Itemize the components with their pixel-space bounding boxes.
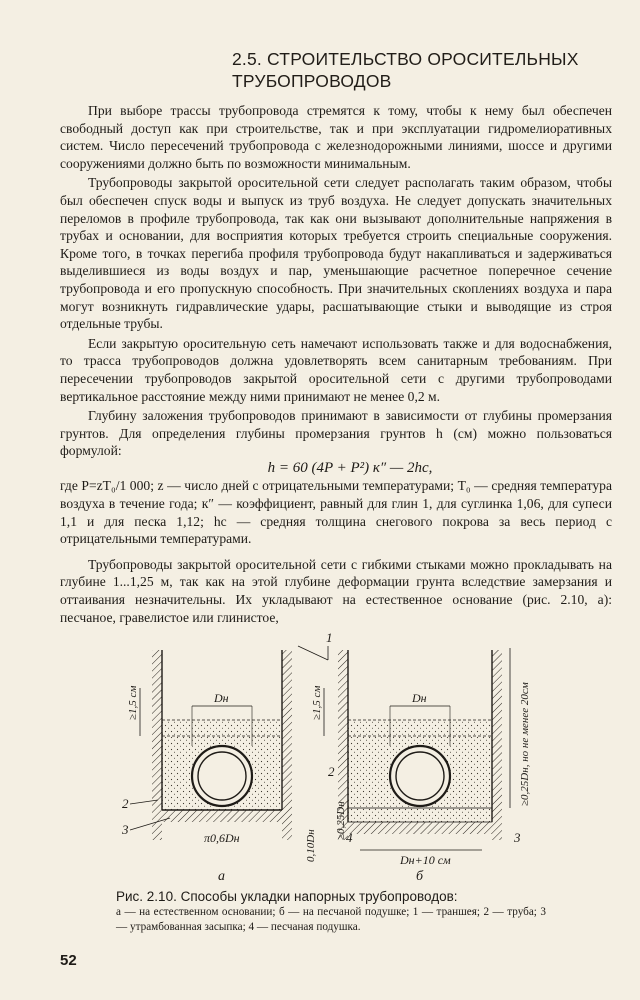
dim-15-a: ≥1,5 см [127,685,139,720]
paragraph-5: где P=zT₀/1 000; z — число дней с отрицательными температурами; T₀ — средняя температура воздуха в течение года; к″ — коэффициент, равный для глин 1, для суглинка 1,06, для супеси 1,1 и для песка 1,12; hc — средняя толщина снегового покрова за весь период с отрицательными температурами. [60,478,612,547]
page-number: 52 [60,952,77,969]
dim-06: π0,6Dн [204,831,240,845]
label-a: а [218,869,225,884]
paragraph-6: Трубопроводы закрытой оросительной сети с гибкими стыками можно прокладывать на глубине 1...1,25 м, так как на этой глубине деформации грунта вследствие замерзания и оттаивания незначительны. Их укладывают на естественное основание (рис. 2.10, а): песчаное, гравелистое или глинистое, [60,556,612,625]
label-2: 2 [122,796,129,811]
label-2b: 2 [328,764,335,779]
trench-a-left-wall [152,650,162,840]
label-1: 1 [326,630,333,645]
caption-legend: а — на естественном основании; б — на песчаной подушке; 1 — траншея; 2 — труба; 3 — утрамбованная засыпка; 4 — песчаная подушка. [116,906,546,933]
label-3b: 3 [514,830,521,845]
paragraph-2: Трубопроводы закрытой оросительной сети следует располагать таким образом, чтобы был обеспечен спуск воды и выпуск из труб воздуха. Не следует допускать значительных переломов в профиле трубопровода, так как они вызывают дополнительные напряжения в трубах и основании, для восприятия которых требуется строить специальные сооружения. Кроме того, в точках перегиба профиля трубопровода будут накапливаться и задерживаться выделившиеся из воды воздух и пар, уменьшающие расчетное поперечное сечение трубопровода и его пропускную способность. При значительных скоплениях воздуха и пара могут возникнуть гидравлические удары, расшатывающие стыки и выводящие из строя отдельные трубы. [60,175,612,332]
dim-dh10: Dн+10 см [400,853,451,867]
trench-a [140,650,292,840]
paragraph-4: Глубину заложения трубопроводов принимают в зависимости от глубины промерзания грунтов. Для определения глубины промерзания грунтов h (см) можно пользоваться формулой: [60,408,612,459]
trench-a-base [162,810,282,822]
section-title-line2: ТРУБОПРОВОДОВ [232,71,392,91]
trench-b-right-wall [492,650,502,840]
caption-title: Рис. 2.10. Способы укладки напорных трубопроводов: [116,889,458,904]
dim-15-b: ≥1,5 см [311,685,323,720]
sand-cushion [348,808,492,822]
trench-a-right-wall [282,650,292,840]
frost-depth-formula: h = 60 (4P + P²) к″ — 2hc, [267,459,433,476]
paragraph-1: При выборе трассы трубопровода стремятся к тому, чтобы к нему был обеспечен свободный доступ как при строительстве, так и при эксплуатации гидромелиоративных систем. Число пересечений трубопровода с железнодорожными линиями, шоссе и другими сооружениями должно быть по возможности минимальным. [60,103,612,171]
body-text [60,102,612,626]
trench-b-base [348,822,492,834]
label-3: 3 [122,822,129,837]
figure-caption [116,888,546,935]
section-heading [232,48,592,92]
section-title-line1: 2.5. СТРОИТЕЛЬСТВО ОРОСИТЕЛЬНЫХ [232,49,579,69]
paragraph-3: Если закрытую оросительную сеть намечают использовать также и для водоснабжения, то трасса трубопроводов должна удовлетворять всем санитарным требованиям. При пересечении трубопроводов закрытой оросительной сети с другими трубопроводами вертикальное расстояние между ними принимают не менее 0,2 м. [60,335,612,404]
dim-025: ≥0,25Dн [335,801,347,840]
trench-b [324,648,510,850]
dim-010: 0,10Dн [305,829,317,862]
dim-dh-b: Dн [412,691,427,705]
dim-dh-a: Dн [214,691,229,705]
figure-2-10 [110,628,550,888]
label-4: 4 [346,830,353,845]
dim-right: ≥0,25Dн, но не менее 20см [519,682,531,806]
label-b: б [416,869,424,884]
